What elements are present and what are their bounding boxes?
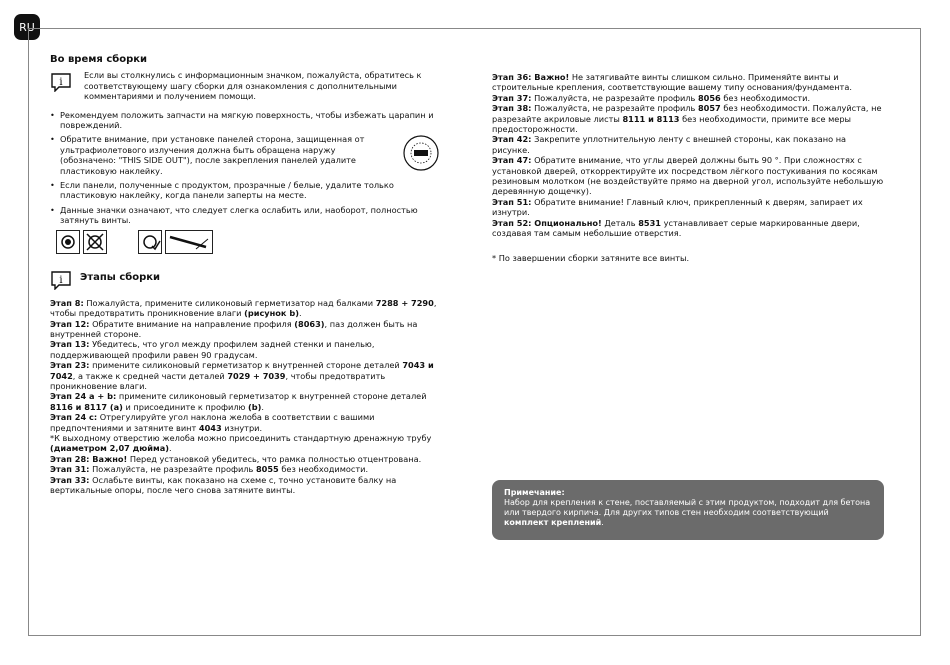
step-12: Этап 12: Обратите внимание на направление профиля (8063), паз должен быть на внутренней стороне.: [50, 318, 418, 339]
loosen-screw-icon: [56, 230, 80, 254]
steps-list-left: [50, 298, 440, 496]
step-31: Этап 31: Пожалуйста, не разрезайте профиль 8055 без необходимости.: [50, 464, 369, 475]
svg-text:i: i: [59, 77, 63, 89]
note-text: Набор для крепления к стене, поставляемый с этим продуктом, подходит для бетона или твердого кирпича. Для других типов стен необходим соответствующий комплект креплений.: [504, 498, 871, 527]
right-column: [492, 72, 884, 271]
step-37: Этап 37: Пожалуйста, не разрезайте профиль 8056 без необходимости.: [492, 92, 811, 103]
info-icon: [50, 270, 72, 290]
svg-text:i: i: [59, 274, 63, 286]
assembly-bullets: [50, 110, 440, 226]
step-47: Этап 47: Обратите внимание, что углы дверей должны быть 90 °. При сложностях с установкой дверей, откорректируйте их посредством лёгкого постукивания по косякам резиновым молотком (не воздействуйте прямо на дверной угол, используйте небольшую деревянную дощечку).: [492, 155, 884, 197]
step-52: Этап 52: Опционально! Деталь 8531 устанавливает серые маркированные двери, создавая там самым небольшие отверстия.: [492, 217, 860, 239]
info-note: [50, 70, 440, 101]
assembly-title: Во время сборки: [50, 54, 148, 65]
steps-header: [50, 268, 440, 290]
language-code: RU: [19, 20, 35, 34]
left-column: [50, 55, 440, 495]
screw-icons-row: [56, 230, 440, 254]
steps-list-right: [492, 72, 884, 239]
footnote: * По завершении сборки затяните все винты.: [492, 252, 690, 263]
step-33: Этап 33: Ослабьте винты, как показано на схеме с, точно установите балку на вертикальные опоры, после чего снова затяните винты.: [50, 474, 397, 495]
step-36: Этап 36: Важно! Не затягивайте винты слишком сильно. Применяйте винты и строительные крепления, соответствующие вашему типу основания/фундамента.: [492, 72, 852, 93]
step-42: Этап 42: Закрепите уплотнительную ленту с внешней стороны, как показано на рисунке.: [492, 134, 847, 155]
bullet-soft-surface: • Рекомендуем положить запчасти на мягкую поверхность, чтобы избежать царапин и повреждений.: [50, 110, 440, 131]
bullet-uv-text: • Обратите внимание, при установке панелей сторона, защищенная от ультрафиолетового излучения должна быть обращена наружу (обозначено: "THIS SIDE OUT"), после закрепления панелей удалите пластиковую наклейку.: [60, 134, 365, 176]
no-tighten-icon: [83, 230, 107, 254]
tighten-screw-icon: [138, 230, 162, 254]
bullet-uv-side: [50, 134, 440, 176]
screwdriver-icon: [165, 230, 213, 254]
info-text: Если вы столкнулись с информационным значком, пожалуйста, обратитесь к соответствующему шагу сборки для ознакомления с дополнительными комментариями и получением помощи.: [84, 70, 422, 102]
bullet-screw-icons: • Данные значки означают, что следует слегка ослабить или, наоборот, полностью затянуть винты.: [50, 205, 440, 226]
steps-title: Этапы сборки: [80, 272, 161, 284]
step-24ab: Этап 24 a + b: примените силиконовый герметизатор к внутренней стороне деталей 8116 и 8117 (a) и присоедините к профилю (b).: [50, 391, 427, 412]
step-24c: Этап 24 c: Отрегулируйте угол наклона желоба в соответствии с вашими предпочтениями и затяните винт 4043 изнутри.: [50, 412, 375, 433]
step-23: Этап 23: примените силиконовый герметизатор к внутренней стороне деталей 7043 и 7042, а также к средней части деталей 7029 + 7039, чтобы предотвратить проникновение влаги.: [50, 360, 434, 391]
bullet-transparent-panels: • Если панели, полученные с продуктом, прозрачные / белые, удалите только пластиковую наклейку, когда панели заперты на месте.: [50, 180, 440, 201]
step-8: Этап 8: Пожалуйста, примените силиконовый герметизатор над балками 7288 + 7290, чтобы предотвратить проникновение влаги (рисунок b).: [50, 297, 437, 319]
step-24c-note: *К выходному отверстию желоба можно присоединить стандартную дренажную трубу (диаметром 2,07 дюйма).: [50, 432, 432, 454]
step-38: Этап 38: Пожалуйста, не разрезайте профиль 8057 без необходимости. Пожалуйста, не разрезайте акриловые листы 8111 и 8113 без необходимости, примите все меры предосторожности.: [492, 103, 882, 135]
step-51: Этап 51: Обратите внимание! Главный ключ, прикрепленный к дверям, запирает их изнутри.: [492, 196, 863, 218]
note-title: Примечание:: [504, 488, 565, 497]
note-box: [492, 480, 884, 540]
info-icon: [50, 72, 72, 92]
step-13: Этап 13: Убедитесь, что угол между профилем задней стенки и панелью, поддерживающей профили равен 90 градусам.: [50, 339, 375, 360]
step-28: Этап 28: Важно! Перед установкой убедитесь, что рамка полностью отцентрована.: [50, 453, 422, 464]
uv-sun-icon: [402, 134, 440, 172]
